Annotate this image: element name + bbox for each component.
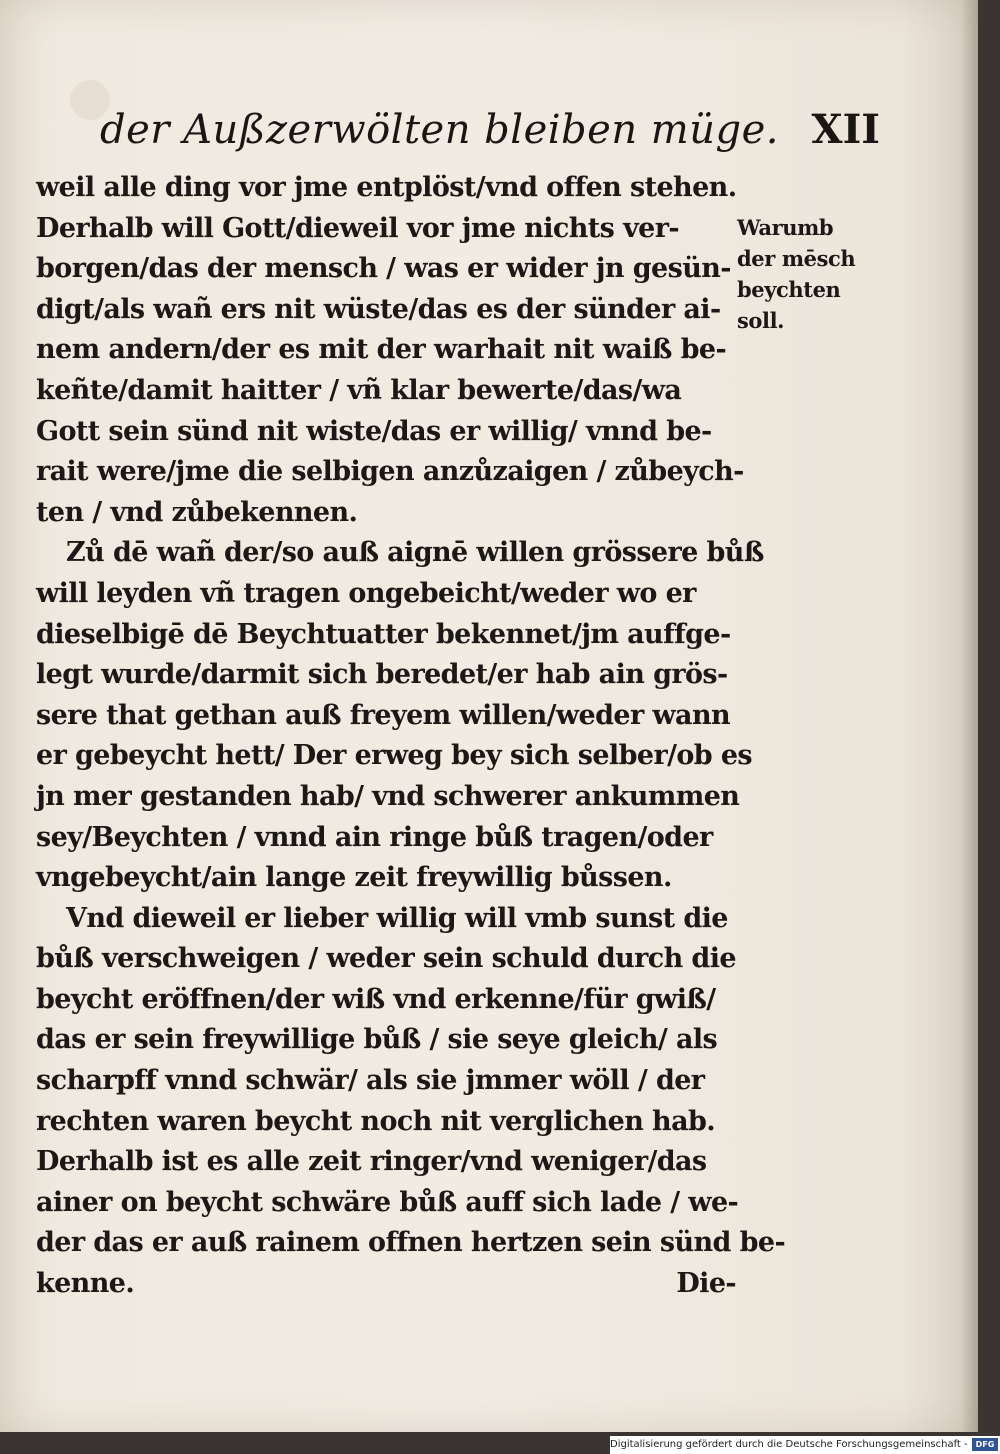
catchword: Die- [676,1268,736,1300]
page-edge-shadow [960,0,978,1432]
text-line: will leyden vñ tragen ongebeicht/weder wo er [36,577,696,609]
text-line: scharpff vnnd schwär/ als sie jmmer wöll / der [36,1065,705,1097]
running-title: der Außzerwölten bleiben müge. [100,107,779,153]
text-line: sey/Beychten / vnnd ain ringe bůß tragen/oder [36,821,713,853]
text-line: sere that gethan auß freyem willen/weder wann [36,699,731,731]
running-head [100,100,880,160]
text-line: ainer on beycht schwäre bůß auff sich lade / we- [36,1186,739,1218]
text-line: vngebeycht/ain lange zeit freywillig bůssen. [36,862,672,894]
text-line: keñte/damit haitter / vñ klar bewerte/das/wa [36,374,682,406]
text-line: beycht eröffnen/der wiß vnd erkenne/für gwiß/ [36,983,716,1015]
text-line: der das er auß rainem offnen hertzen sein sünd be- [36,1227,786,1259]
marginal-note-line: Warumb [737,215,834,240]
last-text-line [36,1264,736,1305]
text-line: rechten waren beycht noch nit verglichen hab. [36,1105,716,1137]
text-line: bůß verschweigen / weder sein schuld durch die [36,943,736,975]
text-line: Derhalb ist es alle zeit ringer/vnd weniger/das [36,1146,707,1178]
digitization-footer [610,1436,1000,1454]
text-line: das er sein freywillige bůß / sie seye gleich/ als [36,1024,718,1056]
text-line: Gott sein sünd nit wiste/das er willig/ vnnd be- [36,415,712,447]
text-line: legt wurde/darmit sich beredet/er hab ain grös- [36,659,728,691]
marginal-note [737,212,877,336]
text-line: dieselbigē dē Beychtuatter bekennet/jm auffge- [36,618,731,650]
marginal-note-line: beychten [737,277,841,302]
folio-number: XII [811,106,880,153]
text-line: weil alle ding vor jme entplöst/vnd offen stehen. [36,172,737,203]
text-line: Vnd dieweil er lieber willig will vmb sunst die [66,902,728,934]
text-line: Derhalb will Gott/dieweil vor jme nichts ver- [36,212,679,244]
text-line: er gebeycht hett/ Der erweg bey sich selber/ob es [36,740,753,772]
marginal-note-line: soll. [737,308,785,333]
text-line: digt/als wañ ers nit wüste/das es der sünder ai- [36,293,721,325]
last-line-text: kenne. [36,1268,135,1300]
text-line: jn mer gestanden hab/ vnd schwerer ankummen [36,780,740,812]
text-line: ten / vnd zůbekennen. [36,496,358,528]
text-line: rait were/jme die selbigen anzůzaigen / zůbeych- [36,456,744,488]
dfg-logo: DFG [972,1438,998,1451]
footer-credit: Digitalisierung gefördert durch die Deutsche Forschungsgemeinschaft - [610,1439,968,1450]
text-line: Zů dē wañ der/so auß aignē willen grössere bůß [66,537,764,569]
text-line: borgen/das der mensch / was er wider jn gesün- [36,253,731,285]
text-line: nem andern/der es mit der warhait nit waiß be- [36,334,727,366]
marginal-note-line: der mēsch [737,246,856,271]
